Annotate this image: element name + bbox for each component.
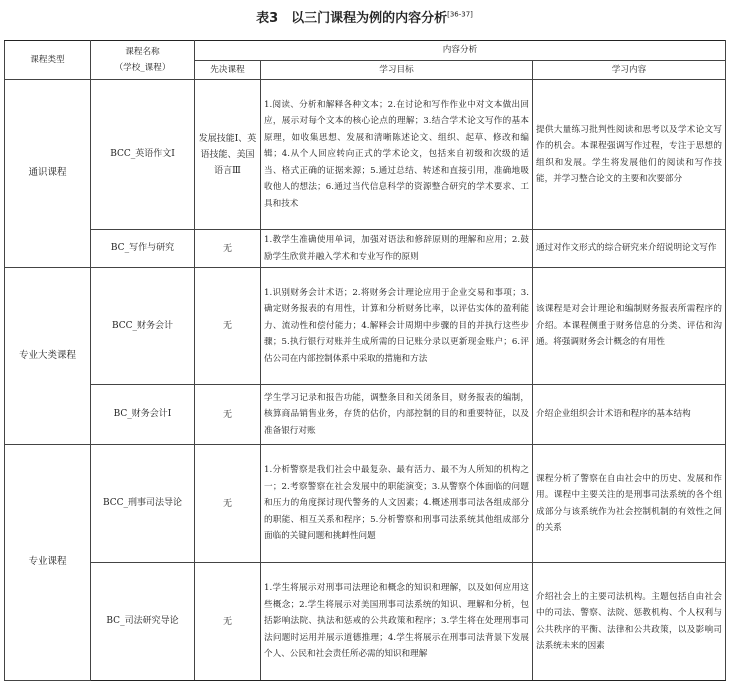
content-cell: 介绍企业组织会计术语和程序的基本结构 (533, 385, 726, 445)
table-row (5, 445, 726, 563)
table-row (5, 563, 726, 681)
content-analysis-table (4, 40, 726, 681)
goals-cell: 1.阅读、分析和解释各种文本；2.在讨论和写作作业中对文本做出回应，展示对每个文本的核心论点的理解；3.结合学术论文写作的基本原理，如收集思想、发展和清晰陈述论文、组织、起草、修改和编辑；4.从个人回应转向正式的学术论文，包括来自初级和次级的适当、格式正确的证据来源；5.通过总结、转述和直接引用，准确地吸收他人的想法；6.通过当代信息科学的资源整合研究的学术要求、工具和技术 (261, 80, 533, 230)
course-name-cell: BC_司法研究导论 (91, 563, 195, 681)
prerequisite-cell: 无 (195, 563, 261, 681)
content-cell: 课程分析了警察在自由社会中的历史、发展和作用。课程中主要关注的是刑事司法系统的各个组成部分与该系统作为社会控制机制的有效性之间的关系 (533, 445, 726, 563)
goals-cell: 1.教学生准确使用单词，加强对语法和修辞原则的理解和应用；2.鼓励学生欣赏并融入学术和专业写作的原则 (261, 230, 533, 268)
caption-reference: [36-37] (447, 10, 473, 19)
header-course-name (91, 41, 195, 80)
course-name-cell: BC_写作与研究 (91, 230, 195, 268)
content-cell: 该课程是对会计理论和编制财务报表所需程序的介绍。本课程侧重于财务信息的分类、评估和沟通。将强调财务会计概念的有用性 (533, 268, 726, 385)
prerequisite-cell: 无 (195, 445, 261, 563)
prerequisite-cell: 无 (195, 230, 261, 268)
course-name-cell: BCC_英语作文Ⅰ (91, 80, 195, 230)
table-row (5, 230, 726, 268)
table-row (5, 385, 726, 445)
category-cell: 通识课程 (5, 80, 91, 268)
goals-cell: 学生学习记录和报告功能，调整条目和关闭条目，财务报表的编制，核算商品销售业务，存货的估价，内部控制的目的和重要特征，以及准备银行对账 (261, 385, 533, 445)
header-course-name-line2: （学校_课程） (114, 63, 171, 73)
goals-cell: 1.识别财务会计术语；2.将财务会计理论应用于企业交易和事项；3.确定财务报表的有用性，计算和分析财务比率，以评估实体的盈利能力、流动性和偿付能力；4.解释会计周期中步骤的目的并执行这些步骤；5.执行银行对账并生成所需的日记账分录以更新现金账户；6.评估公司在内部控制体系中采取的措施和方法 (261, 268, 533, 385)
table-row (5, 268, 726, 385)
header-goals: 学习目标 (261, 60, 533, 80)
content-cell: 提供大量练习批判性阅读和思考以及学术论文写作的机会。本课程强调写作过程，专注于思想的组织和发展。学生将发展他们的阅读和写作技能，并学习整合论文的主要和次要部分 (533, 80, 726, 230)
course-name-cell: BC_财务会计Ⅰ (91, 385, 195, 445)
header-course-name-line1: 课程名称 (125, 46, 160, 57)
table-caption (0, 0, 729, 28)
prerequisite-cell: 无 (195, 385, 261, 445)
header-content: 学习内容 (533, 60, 726, 80)
goals-cell: 1.学生将展示对刑事司法理论和概念的知识和理解，以及如何应用这些概念；2.学生将展示对美国刑事司法系统的知识、理解和分析，包括影响法院、执法和惩戒的公共政策和程序；3.学生将在处理刑事司法问题时运用并展示道德推理；4.学生将展示在刑事司法背景下发展个人、公民和社会责任所必需的知识和理解 (261, 563, 533, 681)
category-cell: 专业大类课程 (5, 268, 91, 445)
content-cell: 介绍社会上的主要司法机构。主题包括自由社会中的司法、警察、法院、惩教机构、个人权利与公共秩序的平衡、法律和公共政策，以及影响司法系统未来的因素 (533, 563, 726, 681)
header-category: 课程类型 (5, 41, 91, 80)
prerequisite-cell: 无 (195, 268, 261, 385)
goals-cell: 1.分析警察是我们社会中最复杂、最有活力、最不为人所知的机构之一；2.考察警察在社会发展中的职能演变；3.从警察个体面临的问题和压力的角度探讨现代警务的人文因素；4.概述刑事司法各组成部分的职能、相互关系和程序；5.分析警察和刑事司法系统其他组成部分面临的关键问题和挑衅性问题 (261, 445, 533, 563)
table-row (5, 80, 726, 230)
prerequisite-cell: 发展技能Ⅰ、英语技能、美国语言Ⅲ (195, 80, 261, 230)
course-name-cell: BCC_刑事司法导论 (91, 445, 195, 563)
header-analysis: 内容分析 (195, 41, 726, 61)
header-row (5, 41, 726, 61)
caption-title: 表3 以三门课程为例的内容分析 (256, 11, 448, 26)
course-name-cell: BCC_财务会计 (91, 268, 195, 385)
category-cell: 专业课程 (5, 445, 91, 681)
header-prerequisite: 先决课程 (195, 60, 261, 80)
content-cell: 通过对作文形式的综合研究来介绍说明论文写作 (533, 230, 726, 268)
